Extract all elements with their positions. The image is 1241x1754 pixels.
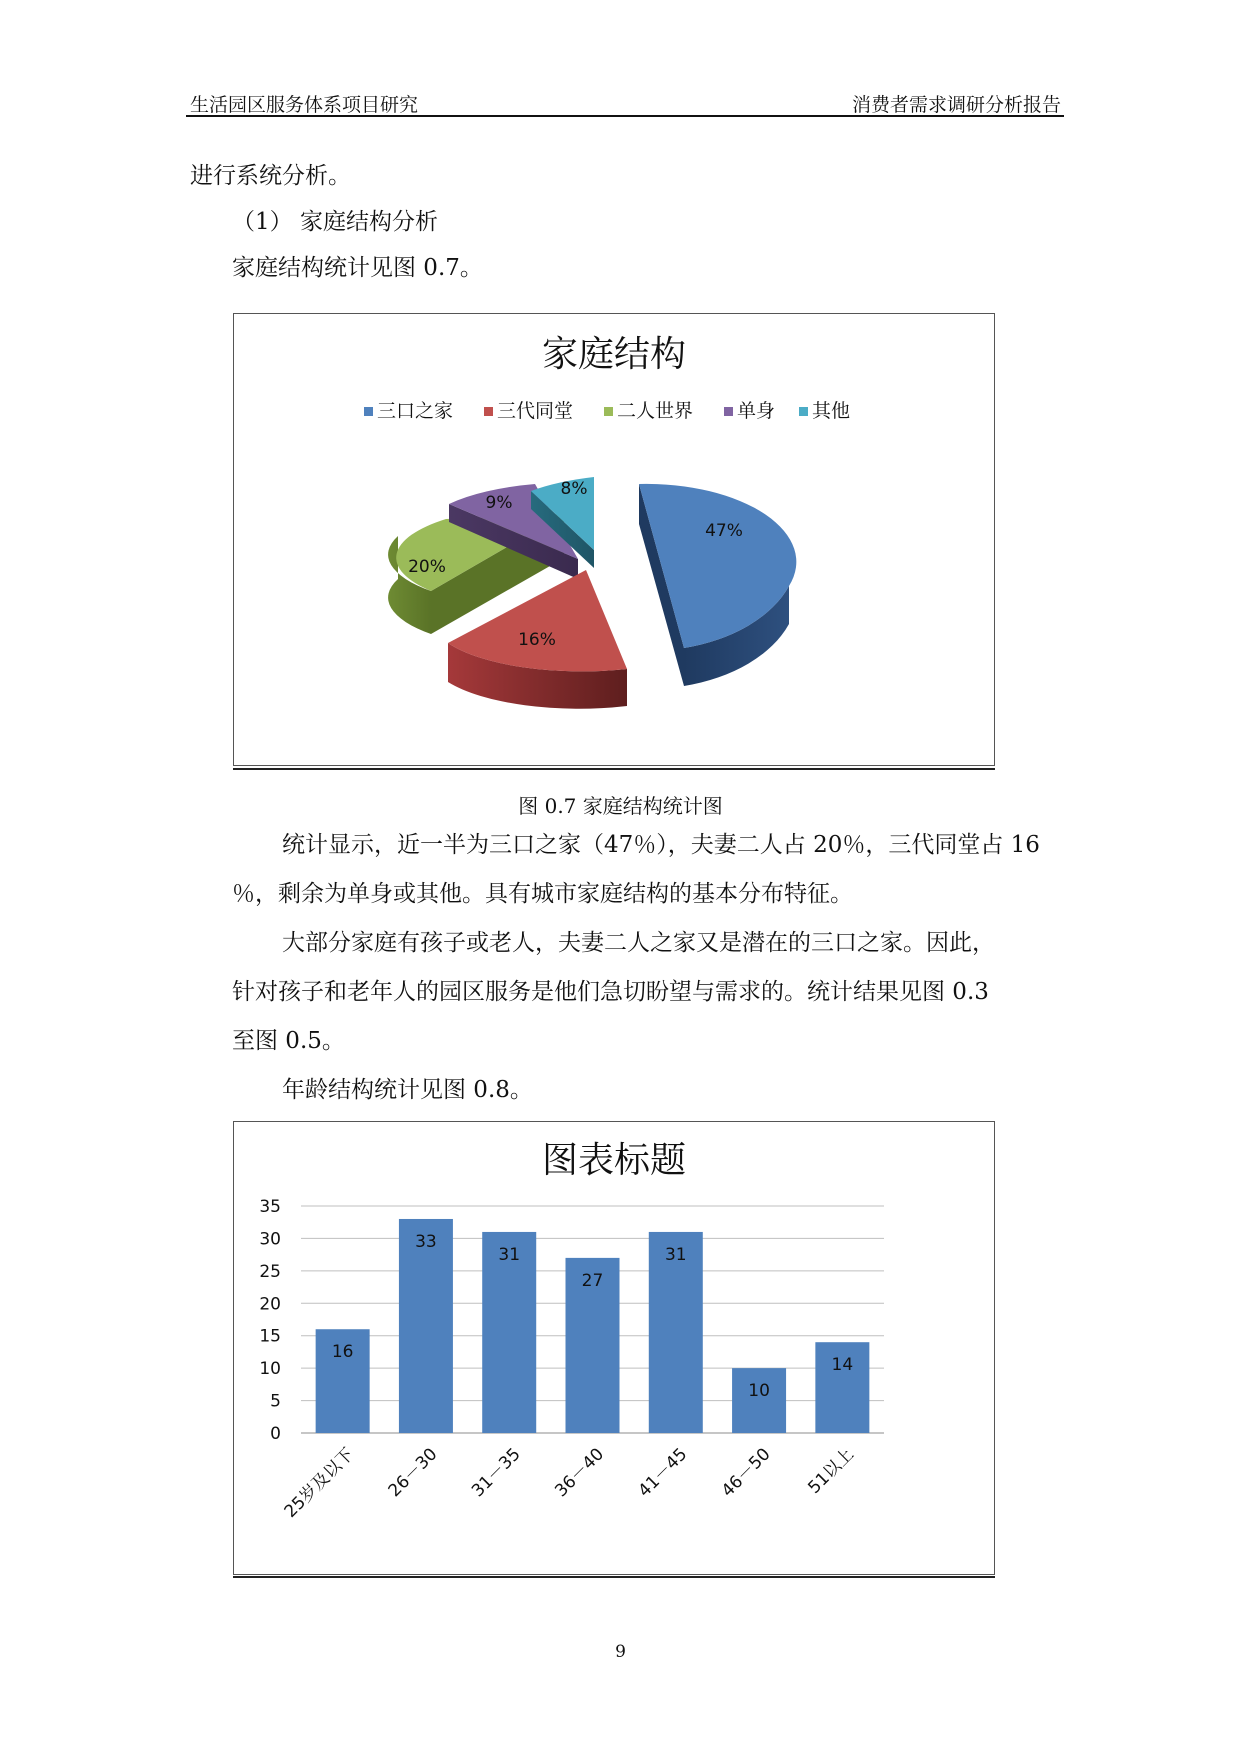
pie-chart <box>234 314 994 765</box>
bar-box-underline <box>233 1576 995 1578</box>
x-tick-label: 25岁及以下 <box>280 1444 359 1522</box>
header-right-title: 消费者需求调研分析报告 <box>851 94 1061 116</box>
pie-legend <box>364 400 850 422</box>
bar-data-label: 10 <box>748 1381 770 1402</box>
y-tick-label: 0 <box>270 1424 281 1444</box>
pie-label: 9% <box>485 493 513 513</box>
bar-chart <box>234 1122 994 1574</box>
y-tick-label: 10 <box>259 1359 281 1380</box>
y-tick-label: 15 <box>259 1326 281 1347</box>
paragraph-stat2-line1: 大部分家庭有孩子或老人，夫妻二人之家又是潜在的三口之家。因此， <box>282 930 995 956</box>
paragraph-refer-fig07: 家庭结构统计见图 0.7。 <box>232 255 483 281</box>
bar-data-label: 31 <box>498 1244 521 1265</box>
pie-chart-title: 家庭结构 <box>541 334 687 375</box>
legend-label: 其他 <box>812 400 851 422</box>
bar-x-tick-labels <box>281 1444 858 1522</box>
paragraph-stat1-line1: 统计显示，近一半为三口之家（47％），夫妻二人占 20％，三代同堂占 16 <box>282 832 1040 858</box>
x-tick-label: 26－30 <box>384 1444 442 1502</box>
y-tick-label: 20 <box>259 1294 281 1315</box>
pie-label: 16% <box>518 630 556 650</box>
legend-label: 单身 <box>737 400 776 422</box>
x-tick-label: 46－50 <box>717 1444 775 1502</box>
bar-data-label: 31 <box>664 1244 687 1265</box>
x-tick-label: 36－40 <box>551 1444 609 1502</box>
pie-chart-box <box>233 313 995 766</box>
bar-data-label: 33 <box>415 1231 437 1252</box>
y-tick-label: 25 <box>259 1261 281 1282</box>
x-tick-label: 31－35 <box>467 1444 525 1502</box>
x-tick-label: 51以上 <box>804 1444 858 1498</box>
page-number: 9 <box>615 1642 626 1662</box>
x-tick-label: 41－45 <box>634 1444 692 1502</box>
y-tick-label: 30 <box>259 1229 281 1250</box>
legend-swatch-red <box>484 407 493 416</box>
bar-chart-title: 图表标题 <box>541 1140 687 1181</box>
legend-label: 三口之家 <box>377 400 454 422</box>
paragraph-refer-fig08: 年龄结构统计见图 0.8。 <box>282 1077 533 1103</box>
pie-label: 47% <box>705 521 743 541</box>
pie-label: 20% <box>408 557 446 577</box>
figure-caption-07: 图 0.7 家庭结构统计图 <box>518 794 723 818</box>
legend-swatch-teal <box>799 407 808 416</box>
bar-y-tick-labels <box>259 1197 281 1444</box>
legend-label: 三代同堂 <box>497 400 574 422</box>
y-tick-label: 35 <box>259 1197 281 1217</box>
legend-label: 二人世界 <box>617 400 694 422</box>
legend-swatch-purple <box>724 407 733 416</box>
paragraph-stat2-line3: 至图 0.5。 <box>232 1028 345 1054</box>
paragraph-intro: 进行系统分析。 <box>190 163 351 189</box>
bar-data-label: 14 <box>831 1355 854 1376</box>
pie-slices <box>388 477 796 709</box>
bar-data-label: 27 <box>581 1270 604 1291</box>
pie-box-underline <box>233 768 995 770</box>
bar-data-label: 16 <box>331 1342 354 1363</box>
pie-label: 8% <box>560 479 588 499</box>
legend-swatch-blue <box>364 407 373 416</box>
header-rule <box>186 115 1064 117</box>
paragraph-stat2-line2: 针对孩子和老年人的园区服务是他们急切盼望与需求的。统计结果见图 0.3 <box>232 979 989 1005</box>
header-left-title: 生活园区服务体系项目研究 <box>190 94 419 116</box>
paragraph-stat1-line2: ％，剩余为单身或其他。具有城市家庭结构的基本分布特征。 <box>232 881 853 907</box>
bar-chart-box <box>233 1121 995 1575</box>
y-tick-label: 5 <box>270 1391 281 1412</box>
section-heading: （1） 家庭结构分析 <box>232 209 438 235</box>
legend-swatch-green <box>604 407 613 416</box>
